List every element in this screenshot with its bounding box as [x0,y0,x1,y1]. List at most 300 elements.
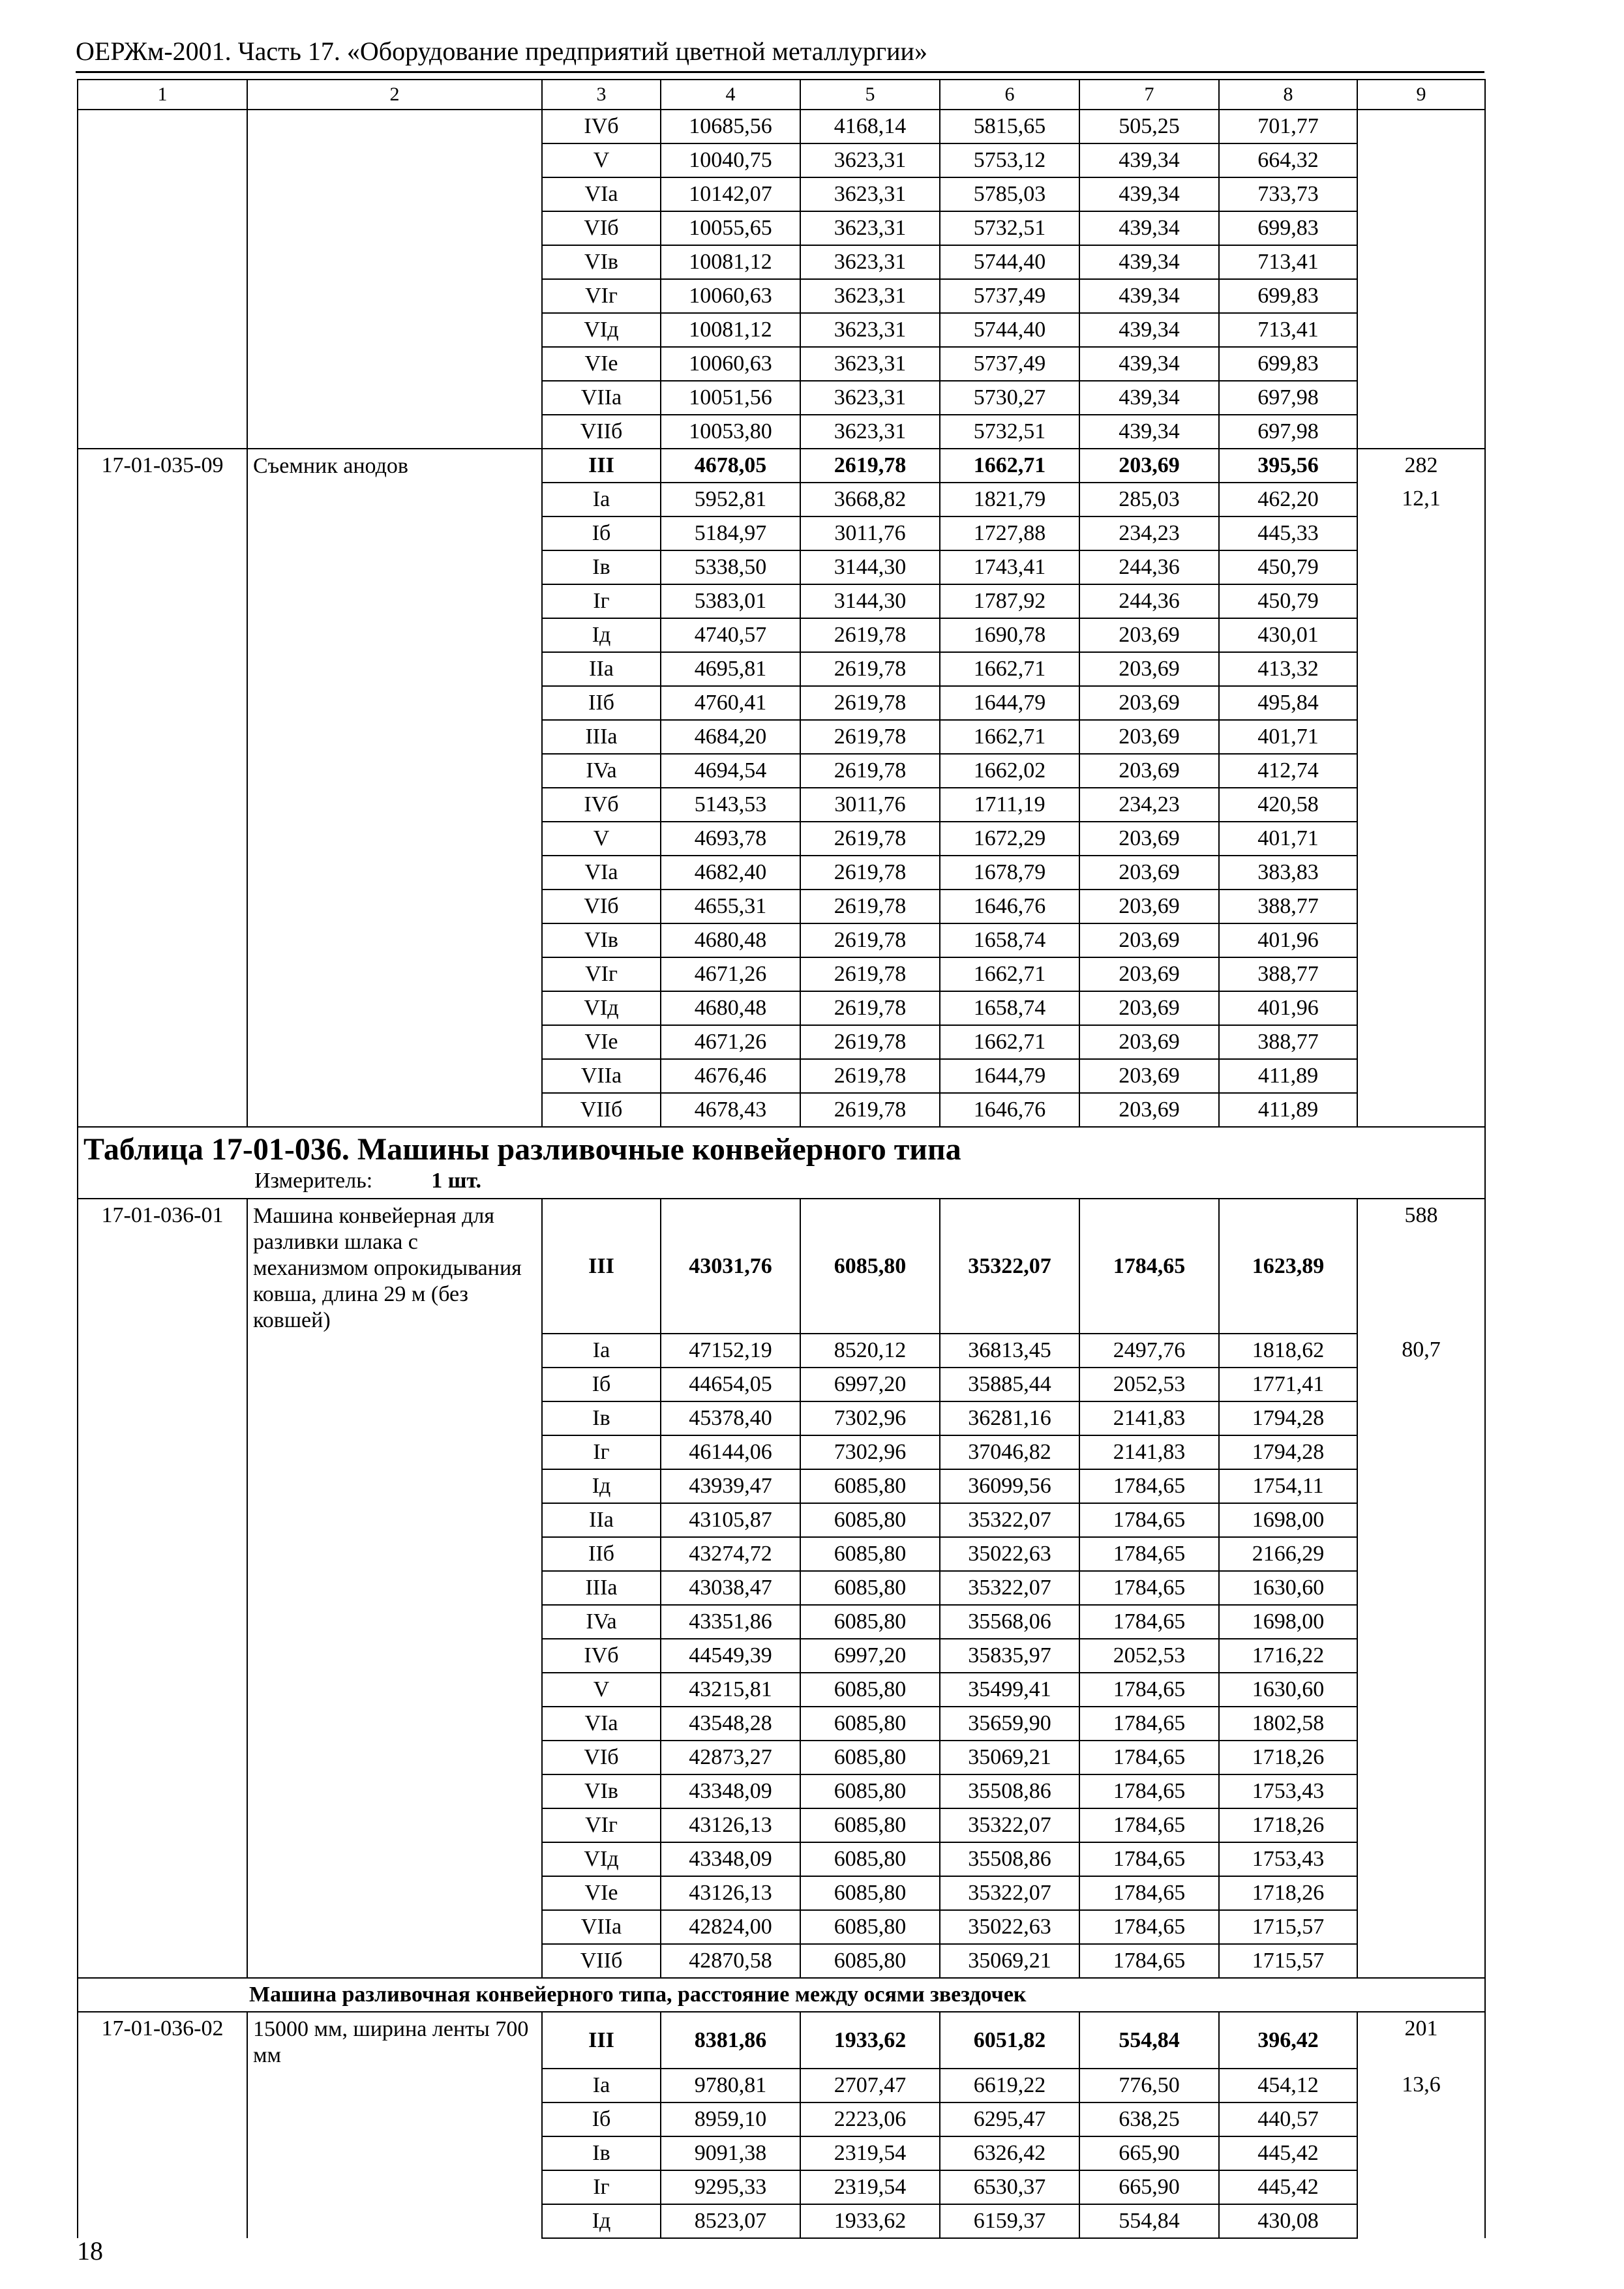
table-row [78,720,1485,754]
rate-name [247,110,542,143]
table-row [78,1774,1485,1808]
measure-label: Измеритель: [254,1169,373,1193]
value-cell: 6085,80 [800,1876,940,1910]
rate-code-cont [78,1401,247,1435]
rate-code-cont [78,550,247,584]
rate-code-cont [78,1469,247,1503]
resource-cell: 588 [1357,1199,1485,1334]
value-cell: 6997,20 [800,1368,940,1401]
value-cell: 5143,53 [661,788,800,822]
table-row [78,449,1485,483]
table-row [78,245,1485,279]
rate-name-cont [247,856,542,890]
rate-name-cont [247,890,542,923]
value-cell: 388,77 [1219,957,1357,991]
rate-code-cont [78,1093,247,1127]
value-cell: 3623,31 [800,313,940,347]
value-cell: 2166,29 [1219,1537,1357,1571]
value-cell: 35322,07 [940,1571,1079,1605]
value-cell: 35022,63 [940,1537,1079,1571]
rate-code [78,110,247,143]
zone-cell: VIIa [542,1910,661,1944]
value-cell: 1662,71 [940,1025,1079,1059]
value-cell: 44549,39 [661,1639,800,1673]
table-row [78,1435,1485,1469]
value-cell: 3623,31 [800,279,940,313]
value-cell: 554,84 [1079,2012,1219,2069]
table-row [78,1605,1485,1639]
rate-code: 17-01-035-09 [78,449,247,483]
column-number: 4 [661,80,800,110]
table-row [78,550,1485,584]
value-cell: 35069,21 [940,1944,1079,1978]
zone-cell: Iв [542,2136,661,2170]
value-cell: 1644,79 [940,686,1079,720]
rate-code-cont [78,1368,247,1401]
value-cell: 2052,53 [1079,1368,1219,1401]
table-row [78,686,1485,720]
rate-name: Съемник анодов [247,449,542,483]
value-cell: 411,89 [1219,1059,1357,1093]
zone-cell: Iв [542,550,661,584]
rate-code-cont [78,1334,247,1368]
value-cell: 420,58 [1219,788,1357,822]
zone-cell: VIa [542,1707,661,1741]
value-cell: 6085,80 [800,1707,940,1741]
rate-code-cont [78,1944,247,1978]
zone-cell: IVa [542,1605,661,1639]
rate-code-cont [78,2204,247,2238]
rate-code-cont [78,1673,247,1707]
value-cell: 1771,41 [1219,1368,1357,1401]
value-cell: 46144,06 [661,1435,800,1469]
rate-code-cont [78,245,247,279]
value-cell: 388,77 [1219,890,1357,923]
column-number: 7 [1079,80,1219,110]
value-cell: 1623,89 [1219,1199,1357,1334]
rate-code-cont [78,313,247,347]
value-cell: 1698,00 [1219,1605,1357,1639]
resource-cell-empty [1357,720,1485,754]
value-cell: 203,69 [1079,957,1219,991]
value-cell: 664,32 [1219,143,1357,177]
value-cell: 6085,80 [800,1741,940,1774]
value-cell: 6530,37 [940,2170,1079,2204]
value-cell: 35885,44 [940,1368,1079,1401]
rate-code-cont [78,754,247,788]
table-title-row [78,1127,1485,1199]
column-number: 8 [1219,80,1357,110]
rate-name-cont [247,381,542,415]
rate-name-cont [247,1842,542,1876]
zone-cell: Iд [542,2204,661,2238]
rate-code-cont [78,415,247,449]
zone-cell: VIa [542,856,661,890]
column-number: 1 [78,80,247,110]
table-row [78,1808,1485,1842]
value-cell: 42870,58 [661,1944,800,1978]
value-cell: 713,41 [1219,313,1357,347]
value-cell: 713,41 [1219,245,1357,279]
table-row [78,1673,1485,1707]
resource-cell-empty [1357,1910,1485,1944]
value-cell: 1715,57 [1219,1944,1357,1978]
zone-cell: VIе [542,1876,661,1910]
resource-cell-empty [1357,2102,1485,2136]
table-row [78,2069,1485,2102]
value-cell: 1630,60 [1219,1571,1357,1605]
value-cell: 1662,71 [940,449,1079,483]
value-cell: 6085,80 [800,1503,940,1537]
table-row [78,381,1485,415]
table-row [78,1876,1485,1910]
value-cell: 1784,65 [1079,1469,1219,1503]
value-cell: 2619,78 [800,890,940,923]
value-cell: 203,69 [1079,652,1219,686]
rate-name-cont [247,1503,542,1537]
value-cell: 396,42 [1219,2012,1357,2069]
rate-name-cont [247,347,542,381]
value-cell: 439,34 [1079,211,1219,245]
value-cell: 439,34 [1079,143,1219,177]
value-cell: 2619,78 [800,618,940,652]
value-cell: 5785,03 [940,177,1079,211]
table-row [78,313,1485,347]
zone-cell: VIб [542,890,661,923]
value-cell: 6085,80 [800,1808,940,1842]
value-cell: 6085,80 [800,1605,940,1639]
rate-name-cont [247,1741,542,1774]
value-cell: 1718,26 [1219,1876,1357,1910]
header-rule [76,71,1484,73]
rate-code-cont [78,381,247,415]
value-cell: 36281,16 [940,1401,1079,1435]
value-cell: 5338,50 [661,550,800,584]
rate-code-cont [78,1025,247,1059]
value-cell: 439,34 [1079,313,1219,347]
value-cell: 445,42 [1219,2170,1357,2204]
value-cell: 6085,80 [800,1199,940,1334]
value-cell: 1784,65 [1079,1571,1219,1605]
value-cell: 35322,07 [940,1876,1079,1910]
value-cell: 3144,30 [800,550,940,584]
value-cell: 5732,51 [940,211,1079,245]
rate-name-cont [247,245,542,279]
value-cell: 1787,92 [940,584,1079,618]
value-cell: 699,83 [1219,211,1357,245]
value-cell: 699,83 [1219,279,1357,313]
resource-cell-empty [1357,923,1485,957]
value-cell: 8959,10 [661,2102,800,2136]
value-cell: 43126,13 [661,1876,800,1910]
value-cell: 413,32 [1219,652,1357,686]
rate-name-cont [247,1401,542,1435]
measure-value: 1 шт. [431,1169,482,1193]
value-cell: 10060,63 [661,347,800,381]
table-row [78,584,1485,618]
value-cell: 701,77 [1219,110,1357,143]
resource-cell-empty [1357,550,1485,584]
resource-cell-empty [1357,1876,1485,1910]
value-cell: 2619,78 [800,1059,940,1093]
zone-cell: VIв [542,245,661,279]
table-row [78,1537,1485,1571]
zone-cell: VIIб [542,415,661,449]
resource-cell-empty [1357,1503,1485,1537]
value-cell: 4740,57 [661,618,800,652]
zone-cell: IIIa [542,720,661,754]
table-row [78,754,1485,788]
value-cell: 35322,07 [940,1503,1079,1537]
value-cell: 5383,01 [661,584,800,618]
zone-cell: Ia [542,1334,661,1368]
table-row [78,1842,1485,1876]
table-row [78,822,1485,856]
table-row [78,957,1485,991]
resource-cell-empty [1357,1469,1485,1503]
value-cell: 2619,78 [800,923,940,957]
value-cell: 2619,78 [800,822,940,856]
value-cell: 3144,30 [800,584,940,618]
value-cell: 1658,74 [940,923,1079,957]
zone-cell: IVa [542,754,661,788]
value-cell: 285,03 [1079,483,1219,516]
rate-name-cont [247,2136,542,2170]
table-row [78,1639,1485,1673]
rate-name-cont [247,2102,542,2136]
value-cell: 1698,00 [1219,1503,1357,1537]
rate-code-cont [78,822,247,856]
zone-cell: V [542,143,661,177]
rate-code-cont [78,720,247,754]
rate-code-cont [78,2136,247,2170]
value-cell: 5737,49 [940,347,1079,381]
value-cell: 1644,79 [940,1059,1079,1093]
resource-cell-empty [1357,822,1485,856]
rate-code-cont [78,211,247,245]
value-cell: 37046,82 [940,1435,1079,1469]
value-cell: 697,98 [1219,415,1357,449]
rate-name-cont [247,1944,542,1978]
value-cell: 439,34 [1079,279,1219,313]
subtitle: Машина разливочная конвейерного типа, расстояние между осями звездочек [78,1978,1485,2012]
value-cell: 1818,62 [1219,1334,1357,1368]
zone-cell: IVб [542,788,661,822]
value-cell: 43274,72 [661,1537,800,1571]
value-cell: 2619,78 [800,1025,940,1059]
table-row [78,890,1485,923]
value-cell: 43031,76 [661,1199,800,1334]
rate-name-cont [247,788,542,822]
zone-cell: Ia [542,483,661,516]
rate-name-cont [247,1059,542,1093]
value-cell: 7302,96 [800,1401,940,1435]
resource-cell-empty [1357,1401,1485,1435]
resource-cell-empty [1357,279,1485,313]
rate-name-cont [247,483,542,516]
table-row [78,279,1485,313]
zone-cell: VIIб [542,1093,661,1127]
zone-cell: Iд [542,1469,661,1503]
value-cell: 665,90 [1079,2170,1219,2204]
value-cell: 450,79 [1219,584,1357,618]
rate-name-cont [247,1435,542,1469]
value-cell: 6085,80 [800,1537,940,1571]
resource-cell-empty [1357,1435,1485,1469]
value-cell: 4760,41 [661,686,800,720]
resource-cell-empty [1357,2204,1485,2238]
table-row [78,856,1485,890]
value-cell: 203,69 [1079,1059,1219,1093]
table-row [78,1910,1485,1944]
table-row [78,2204,1485,2238]
value-cell: 4678,43 [661,1093,800,1127]
value-cell: 36099,56 [940,1469,1079,1503]
resource-cell-empty [1357,1944,1485,1978]
value-cell: 1718,26 [1219,1741,1357,1774]
zone-cell: III [542,2012,661,2069]
value-cell: 462,20 [1219,483,1357,516]
value-cell: 4168,14 [800,110,940,143]
rate-name-cont [247,1707,542,1741]
value-cell: 42824,00 [661,1910,800,1944]
table-row [78,1059,1485,1093]
value-cell: 554,84 [1079,2204,1219,2238]
value-cell: 6619,22 [940,2069,1079,2102]
table-row [78,1571,1485,1605]
value-cell: 203,69 [1079,1093,1219,1127]
zone-cell: Iб [542,2102,661,2136]
value-cell: 43939,47 [661,1469,800,1503]
zone-cell: V [542,1673,661,1707]
resource-cell-empty [1357,1025,1485,1059]
value-cell: 3623,31 [800,245,940,279]
value-cell: 445,33 [1219,516,1357,550]
value-cell: 1754,11 [1219,1469,1357,1503]
rate-code: 17-01-036-01 [78,1199,247,1334]
value-cell: 35835,97 [940,1639,1079,1673]
value-cell: 43348,09 [661,1774,800,1808]
rate-name-cont [247,957,542,991]
rate-name-cont [247,1639,542,1673]
rate-name-cont [247,686,542,720]
table-row [78,652,1485,686]
measure-line [83,1168,1484,1194]
value-cell: 1784,65 [1079,1774,1219,1808]
zone-cell: VIIa [542,381,661,415]
table-row [78,211,1485,245]
value-cell: 1716,22 [1219,1639,1357,1673]
rate-name-cont [247,1673,542,1707]
table-row [78,1368,1485,1401]
resource-cell-empty [1357,991,1485,1025]
value-cell: 8520,12 [800,1334,940,1368]
value-cell: 2497,76 [1079,1334,1219,1368]
value-cell: 1718,26 [1219,1808,1357,1842]
table-row [78,1199,1485,1334]
rate-name-cont [247,720,542,754]
value-cell: 6085,80 [800,1469,940,1503]
rate-code-cont [78,177,247,211]
value-cell: 395,56 [1219,449,1357,483]
value-cell: 9295,33 [661,2170,800,2204]
value-cell: 6295,47 [940,2102,1079,2136]
value-cell: 10081,12 [661,313,800,347]
value-cell: 35322,07 [940,1808,1079,1842]
value-cell: 203,69 [1079,856,1219,890]
value-cell: 3623,31 [800,415,940,449]
rate-name-cont [247,550,542,584]
table-row [78,1707,1485,1741]
value-cell: 2619,78 [800,686,940,720]
value-cell: 411,89 [1219,1093,1357,1127]
resource-cell-empty [1357,1537,1485,1571]
value-cell: 2319,54 [800,2136,940,2170]
value-cell: 6085,80 [800,1842,940,1876]
value-cell: 35022,63 [940,1910,1079,1944]
table-row [78,1944,1485,1978]
value-cell: 9091,38 [661,2136,800,2170]
value-cell: 203,69 [1079,686,1219,720]
table-title: Таблица 17-01-036. Машины разливочные конвейерного типа [83,1132,961,1167]
value-cell: 43351,86 [661,1605,800,1639]
resource-cell-empty [1357,1093,1485,1127]
rate-name-cont [247,822,542,856]
value-cell: 203,69 [1079,618,1219,652]
resource-cell-empty [1357,1707,1485,1741]
resource-cell-empty [1357,1774,1485,1808]
value-cell: 1784,65 [1079,1707,1219,1741]
zone-cell: VIд [542,1842,661,1876]
value-cell: 697,98 [1219,381,1357,415]
rate-code-cont [78,856,247,890]
value-cell: 3623,31 [800,143,940,177]
rate-name: Машина конвейерная для разливки шлака с механизмом опрокидывания ковша, длина 29 м (без ковшей) [247,1199,542,1334]
rate-name-cont [247,1093,542,1127]
value-cell: 1784,65 [1079,1673,1219,1707]
rate-code-cont [78,483,247,516]
value-cell: 10053,80 [661,415,800,449]
table-row [78,1503,1485,1537]
zone-cell: Iв [542,1401,661,1435]
value-cell: 495,84 [1219,686,1357,720]
resource-cell-empty [1357,2136,1485,2170]
rate-name-cont [247,618,542,652]
value-cell: 4680,48 [661,923,800,957]
column-number: 2 [247,80,542,110]
value-cell: 1672,29 [940,822,1079,856]
value-cell: 440,57 [1219,2102,1357,2136]
value-cell: 2707,47 [800,2069,940,2102]
zone-cell: Iб [542,1368,661,1401]
value-cell: 505,25 [1079,110,1219,143]
value-cell: 234,23 [1079,516,1219,550]
value-cell: 2619,78 [800,991,940,1025]
zone-cell: Iб [542,516,661,550]
value-cell: 3623,31 [800,177,940,211]
value-cell: 10081,12 [661,245,800,279]
rate-code-cont [78,1503,247,1537]
value-cell: 9780,81 [661,2069,800,2102]
value-cell: 35499,41 [940,1673,1079,1707]
value-cell: 1662,02 [940,754,1079,788]
resource-cell-empty [1357,313,1485,347]
rate-name-cont [247,415,542,449]
value-cell: 2223,06 [800,2102,940,2136]
value-cell: 1784,65 [1079,1876,1219,1910]
value-cell: 412,74 [1219,754,1357,788]
value-cell: 4682,40 [661,856,800,890]
